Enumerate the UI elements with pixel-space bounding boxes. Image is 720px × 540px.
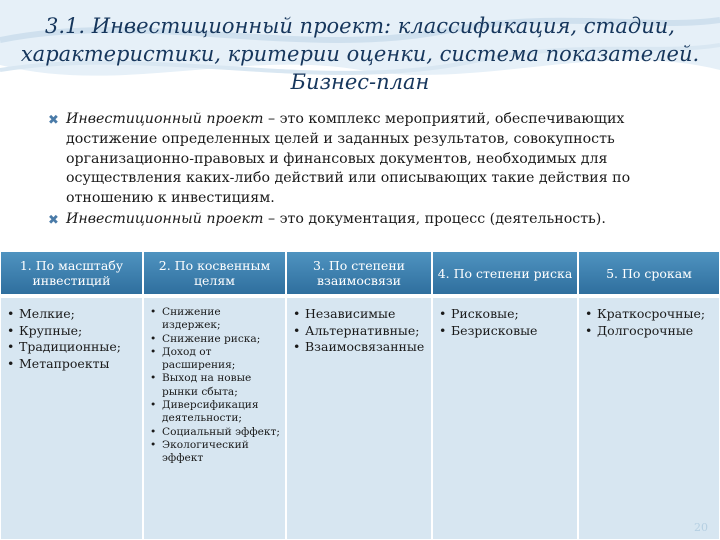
- bullet-x-icon: ✖: [48, 212, 59, 228]
- definition-list: [44, 110, 684, 231]
- list-item: • Мелкие;: [7, 306, 138, 323]
- column-body-risk: [432, 297, 578, 540]
- list-item: • Снижение риска;: [150, 333, 281, 346]
- list-item: • Долгосрочные: [585, 323, 715, 340]
- list-item: • Взаимосвязанные: [293, 339, 427, 356]
- definition-text: – это комплекс мероприятий, обеспечивающих достижение определенных целей и заданных результатов, совокупность организационно-правовых и финансовых документов, необходимых для осуществления каких-либо действий или описывающих такие действия по отношению к инвестициям.: [66, 111, 631, 207]
- column-header-scale: 1. По масштабу инвестиций: [0, 251, 143, 295]
- column-header-interconnection: 3. По степени взаимосвязи: [286, 251, 432, 295]
- column-body-interconnection: [286, 297, 432, 540]
- list-item: • Экологический эффект: [150, 439, 281, 466]
- bullet-x-icon: ✖: [48, 113, 59, 128]
- list-item: • Метапроекты: [7, 356, 138, 373]
- list-item: • Традиционные;: [7, 339, 138, 356]
- definition-term: Инвестиционный проект: [66, 111, 264, 127]
- column-header-indirect-goals: 2. По косвенным целям: [143, 251, 286, 295]
- list-item: • Выход на новые рынки сбыта;: [150, 372, 281, 399]
- definition-bullet: [44, 110, 684, 209]
- list-item: • Крупные;: [7, 323, 138, 340]
- column-body-terms: [578, 297, 720, 540]
- definition-bullet: [44, 210, 684, 230]
- list-item: • Краткосрочные;: [585, 306, 715, 323]
- column-header-risk: 4. По степени риска: [432, 251, 578, 295]
- definition-term: Инвестиционный проект: [66, 210, 264, 227]
- list-item: • Рисковые;: [439, 306, 573, 323]
- column-body-indirect-goals: [143, 297, 286, 540]
- list-item: • Снижение издержек;: [150, 306, 281, 333]
- list-item: • Доход от расширения;: [150, 346, 281, 373]
- definition-text: – это документация, процесс (деятельность).: [263, 210, 606, 227]
- column-header-terms: 5. По срокам: [578, 251, 720, 295]
- list-item: • Альтернативные;: [293, 323, 427, 340]
- list-item: • Безрисковые: [439, 323, 573, 340]
- column-body-scale: [0, 297, 143, 540]
- list-item: • Независимые: [293, 306, 427, 323]
- list-item: • Диверсификация деятельности;: [150, 399, 281, 426]
- list-item: • Социальный эффект;: [150, 426, 281, 439]
- slide-title: 3.1. Инвестиционный проект: классификация, стадии, характеристики, критерии оценки, система показателей. Бизнес-план: [20, 14, 700, 94]
- page-number: 20: [694, 521, 708, 534]
